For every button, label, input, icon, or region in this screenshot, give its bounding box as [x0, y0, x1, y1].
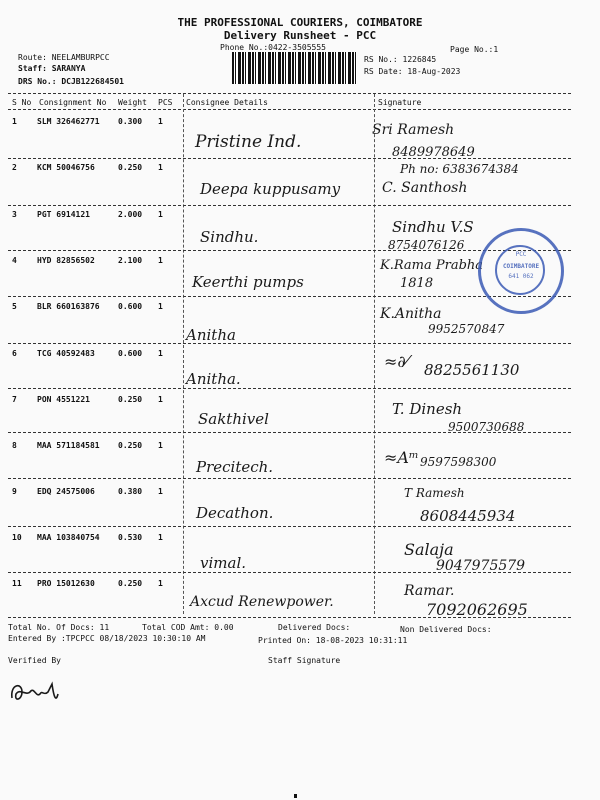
printed-on: Printed On: 18-08-2023 10:31:11: [258, 636, 408, 645]
divider: [8, 526, 571, 527]
sno: 10: [12, 533, 22, 542]
stamp-text: COIMBATORE: [502, 263, 540, 270]
consignee-handwritten: Pristine Ind.: [195, 132, 302, 152]
phone-handwritten: 9047975579: [436, 558, 526, 574]
consignee-handwritten: Axcud Renewpower.: [190, 594, 334, 610]
divider: [8, 478, 571, 479]
weight: 0.530: [118, 533, 143, 542]
phone-handwritten: 8754076126: [388, 238, 465, 252]
page-number: Page No.:1: [450, 45, 499, 54]
divider: [8, 572, 571, 573]
consignment-no: KCM 50046756: [37, 163, 95, 172]
sno: 8: [12, 441, 17, 450]
signature-scribble: ≈∂⁄: [384, 352, 409, 371]
pcs: 1: [158, 163, 163, 172]
pcs: 1: [158, 441, 163, 450]
consignment-no: TCG 40592483: [37, 349, 95, 358]
verified-by: Verified By: [8, 656, 61, 665]
signature-handwritten: Sindhu V.S: [392, 218, 474, 236]
signature-handwritten: Ramar.: [404, 583, 455, 599]
col-signature: Signature: [378, 98, 422, 107]
weight: 0.250: [118, 395, 143, 404]
signature-handwritten: T. Dinesh: [392, 400, 463, 418]
consignee-handwritten: Sindhu.: [200, 228, 259, 246]
verifier-signature: [8, 676, 78, 708]
col-sno: S No: [12, 98, 32, 107]
weight: 2.000: [118, 210, 143, 219]
sno: 7: [12, 395, 17, 404]
signature-handwritten: C. Santhosh: [382, 180, 468, 196]
weight: 0.300: [118, 117, 143, 126]
pcs: 1: [158, 579, 163, 588]
drs-number: DRS No.: DCJB122684501: [18, 77, 124, 86]
column-divider: [374, 94, 375, 614]
weight: 0.600: [118, 349, 143, 358]
company-stamp: [478, 228, 564, 314]
sno: 11: [12, 579, 22, 588]
phone-handwritten: 8608445934: [420, 507, 516, 525]
delivered-docs: Delivered Docs:: [278, 623, 351, 632]
sno: 4: [12, 256, 17, 265]
weight: 0.250: [118, 163, 143, 172]
pcs: 1: [158, 117, 163, 126]
consignment-no: MAA 103840754: [37, 533, 100, 542]
col-pcs: PCS: [158, 98, 173, 107]
consignment-no: BLR 660163876: [37, 302, 100, 311]
signature-handwritten: Salaja: [404, 540, 454, 559]
company-name: THE PROFESSIONAL COURIERS, COIMBATORE: [177, 16, 423, 29]
consignment-no: SLM 326462771: [37, 117, 100, 126]
divider: [8, 158, 571, 159]
staff: Staff: SARANYA: [18, 64, 86, 73]
entered-by: Entered By :TPCPCC 08/18/2023 10:30:10 AM: [8, 634, 206, 643]
divider: [8, 93, 571, 94]
consignment-no: PRO 15012630: [37, 579, 95, 588]
route: Route: NEELAMBURPCC: [18, 53, 110, 62]
consignment-no: PON 4551221: [37, 395, 90, 404]
divider: [8, 343, 571, 344]
consignment-no: MAA 571184581: [37, 441, 100, 450]
signature-handwritten: K.Rama Prabha: [380, 258, 484, 273]
sno: 2: [12, 163, 17, 172]
staff-signature: Staff Signature: [268, 656, 341, 665]
pcs: 1: [158, 349, 163, 358]
consignee-handwritten: vimal.: [200, 554, 247, 572]
col-consignment: Consignment No: [39, 98, 107, 107]
phone-handwritten: 7092062695: [426, 600, 528, 619]
total-docs: Total No. Of Docs: 11: [8, 623, 110, 632]
consignment-no: EDQ 24575006: [37, 487, 95, 496]
divider: [8, 109, 571, 110]
weight: 0.250: [118, 579, 143, 588]
phone-handwritten: 9597598300: [420, 455, 497, 469]
consignment-no: PGT 6914121: [37, 210, 90, 219]
pcs: 1: [158, 256, 163, 265]
barcode: [232, 52, 357, 84]
divider: [8, 617, 571, 618]
signature-handwritten: T Ramesh: [404, 486, 465, 500]
sno: 5: [12, 302, 17, 311]
consignee-handwritten: Anitha.: [186, 370, 241, 388]
sno: 3: [12, 210, 17, 219]
total-cod: Total COD Amt: 0.00: [142, 623, 234, 632]
stamp-label: PCC: [515, 251, 527, 258]
consignee-handwritten: Deepa kuppusamy: [200, 180, 341, 198]
consignee-handwritten: Keerthi pumps: [192, 273, 304, 291]
pcs: 1: [158, 533, 163, 542]
consignee-handwritten: Decathon.: [196, 504, 274, 522]
pcs: 1: [158, 395, 163, 404]
weight: 2.100: [118, 256, 143, 265]
pcs: 1: [158, 210, 163, 219]
phone-handwritten: 8489978649: [392, 145, 475, 160]
col-weight: Weight: [118, 98, 147, 107]
signature-scribble: ≈Aᵐ: [384, 448, 419, 467]
sno: 9: [12, 487, 17, 496]
col-consignee: Consignee Details: [186, 98, 268, 107]
rs-date: RS Date: 18-Aug-2023: [364, 67, 461, 76]
consignee-handwritten: Precitech.: [196, 458, 274, 476]
scan-mark: [294, 794, 297, 798]
divider: [8, 205, 571, 206]
sno: 6: [12, 349, 17, 358]
weight: 0.250: [118, 441, 143, 450]
weight: 0.600: [118, 302, 143, 311]
phone-handwritten: Ph no: 6383674384: [400, 162, 519, 176]
pcs: 1: [158, 487, 163, 496]
consignment-no: HYD 82856502: [37, 256, 95, 265]
divider: [8, 432, 571, 433]
phone-handwritten: 1818: [400, 276, 434, 291]
signature-handwritten: Sri Ramesh: [372, 122, 455, 138]
phone-handwritten: 9500730688: [448, 420, 525, 434]
consignee-handwritten: Anitha: [186, 326, 236, 344]
phone-handwritten: 9952570847: [428, 322, 505, 336]
non-delivered-docs: Non Delivered Docs:: [400, 625, 492, 634]
runsheet-title: Delivery Runsheet - PCC: [223, 29, 377, 42]
phone-number: Phone No.:0422-3505555: [220, 43, 326, 52]
weight: 0.380: [118, 487, 143, 496]
rs-number: RS No.: 1226845: [364, 55, 437, 64]
signature-handwritten: K.Anitha: [380, 306, 442, 322]
sno: 1: [12, 117, 17, 126]
pcs: 1: [158, 302, 163, 311]
column-divider: [183, 94, 184, 614]
stamp-code: 641 062: [508, 273, 534, 280]
consignee-handwritten: Sakthivel: [198, 410, 269, 428]
divider: [8, 388, 571, 389]
phone-handwritten: 8825561130: [424, 361, 520, 379]
